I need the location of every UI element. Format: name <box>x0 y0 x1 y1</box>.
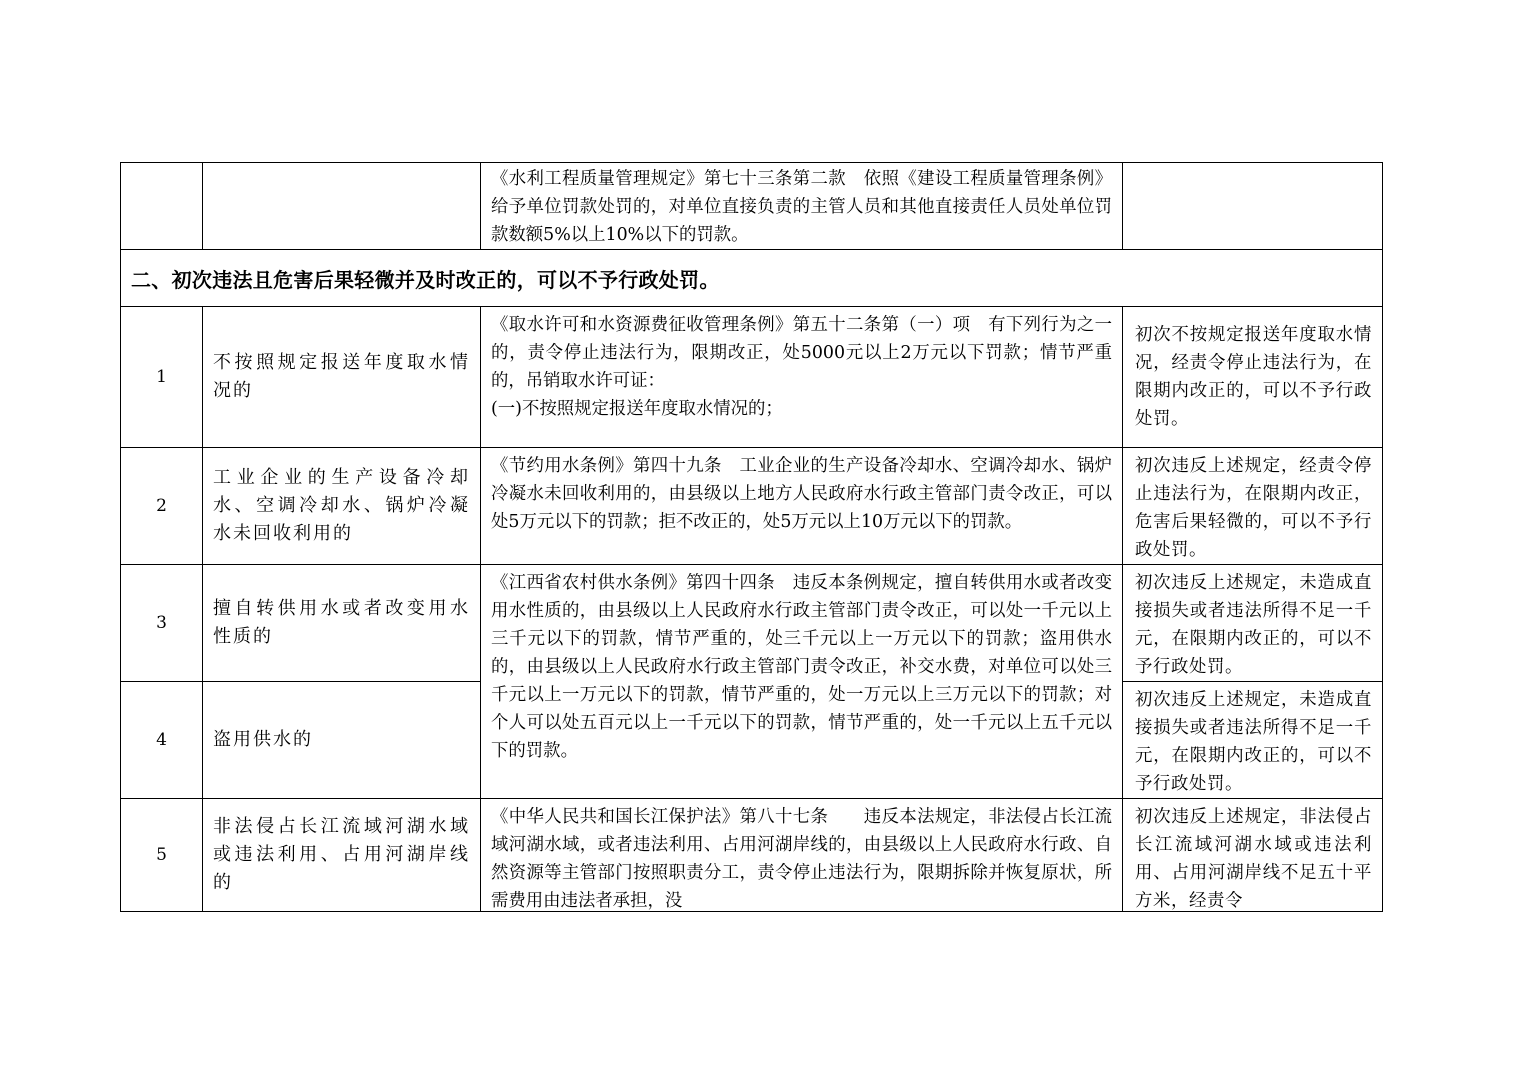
violation-item: 非法侵占长江流域河湖水域或违法利用、占用河湖岸线的 <box>213 816 470 893</box>
cell-item <box>203 163 481 250</box>
violation-item: 工业企业的生产设备冷却水、空调冷却水、锅炉冷凝水未回收利用的 <box>213 467 470 544</box>
table-row <box>121 307 1383 448</box>
cell-item <box>203 682 481 799</box>
legal-basis-text: 《取水许可和水资源费征收管理条例》第五十二条第（一）项 有下列行为之一的，责令停止违法行为，限期改正，处5000元以上2万元以下罚款；情节严重的，吊销取水许可证： <box>491 315 1112 391</box>
cell-section-heading <box>121 250 1383 307</box>
violation-item: 盗用供水的 <box>213 729 313 750</box>
cell-number <box>121 799 203 912</box>
cell-number <box>121 307 203 448</box>
section-title: 二、初次违法且危害后果轻微并及时改正的，可以不予行政处罚。 <box>131 267 720 292</box>
cell-remark <box>1123 565 1383 682</box>
legal-basis-text: 《江西省农村供水条例》第四十四条 违反本条例规定，擅自转供用水或者改变用水性质的，由县级以上人民政府水行政主管部门责令改正，可以处一千元以上三千元以下的罚款，情节严重的，处三千元以上一万元以下的罚款；盗用供水的，由县级以上人民政府水行政主管部门责令改正，补交水费，对单位可以处三千元以上一万元以下的罚款，情节严重的，处一万元以上三万元以下的罚款；对个人可以处五百元以上一千元以下的罚款，情节严重的，处一千元以上五千元以下的罚款。 <box>491 573 1112 761</box>
cell-legal-basis <box>481 565 1123 799</box>
section-heading-row <box>121 250 1383 307</box>
cell-number <box>121 448 203 565</box>
row-number: 1 <box>156 367 167 387</box>
cell-remark <box>1123 163 1383 250</box>
cell-legal-basis <box>481 163 1123 250</box>
legal-basis-text: 《节约用水条例》第四十九条 工业企业的生产设备冷却水、空调冷却水、锅炉冷凝水未回收利用的，由县级以上地方人民政府水行政主管部门责令改正，可以处5万元以下的罚款；拒不改正的，处5万元以上10万元以下的罚款。 <box>491 456 1112 532</box>
cell-item <box>203 448 481 565</box>
cell-remark <box>1123 682 1383 799</box>
remark-text: 初次违反上述规定，经责令停止违法行为，在限期内改正，危害后果轻微的，可以不予行政处罚。 <box>1135 456 1372 560</box>
cell-number <box>121 163 203 250</box>
remark-text: 初次不按规定报送年度取水情况，经责令停止违法行为，在限期内改正的，可以不予行政处罚。 <box>1135 325 1372 429</box>
table-row-continued <box>121 163 1383 250</box>
table-row <box>121 448 1383 565</box>
remark-text: 初次违反上述规定，未造成直接损失或者违法所得不足一千元，在限期内改正的，可以不予行政处罚。 <box>1135 690 1372 794</box>
legal-basis-text: 《水利工程质量管理规定》第七十三条第二款 依照《建设工程质量管理条例》给予单位罚款处罚的，对单位直接负责的主管人员和其他直接责任人员处单位罚款数额5%以上10%以下的罚款。 <box>491 169 1112 245</box>
legal-basis-text: 《中华人民共和国长江保护法》第八十七条 违反本法规定，非法侵占长江流域河湖水域，或者违法利用、占用河湖岸线的，由县级以上人民政府水行政、自然资源等主管部门按照职责分工，责令停止违法行为，限期拆除并恢复原状，所需费用由违法者承担，没 <box>491 807 1112 911</box>
cell-item <box>203 799 481 912</box>
table-row <box>121 799 1383 912</box>
cell-remark <box>1123 307 1383 448</box>
violation-item: 擅自转供用水或者改变用水性质的 <box>213 598 470 647</box>
remark-text: 初次违反上述规定，非法侵占长江流域河湖水域或违法利用、占用河湖岸线不足五十平方米，经责令 <box>1135 807 1372 911</box>
legal-basis-subitem: (一)不按照规定报送年度取水情况的； <box>491 399 783 419</box>
cell-remark <box>1123 799 1383 912</box>
cell-legal-basis <box>481 448 1123 565</box>
row-number: 2 <box>156 496 167 516</box>
cell-legal-basis <box>481 799 1123 912</box>
row-number: 4 <box>156 730 167 750</box>
row-number: 5 <box>156 845 167 865</box>
cell-number <box>121 565 203 682</box>
cell-number <box>121 682 203 799</box>
violation-item: 不按照规定报送年度取水情况的 <box>213 352 470 401</box>
cell-item <box>203 307 481 448</box>
cell-item <box>203 565 481 682</box>
cell-legal-basis <box>481 307 1123 448</box>
cell-remark <box>1123 448 1383 565</box>
remark-text: 初次违反上述规定，未造成直接损失或者违法所得不足一千元，在限期内改正的，可以不予行政处罚。 <box>1135 573 1372 677</box>
row-number: 3 <box>156 613 167 633</box>
penalty-list-table <box>120 162 1383 912</box>
table-row <box>121 565 1383 682</box>
